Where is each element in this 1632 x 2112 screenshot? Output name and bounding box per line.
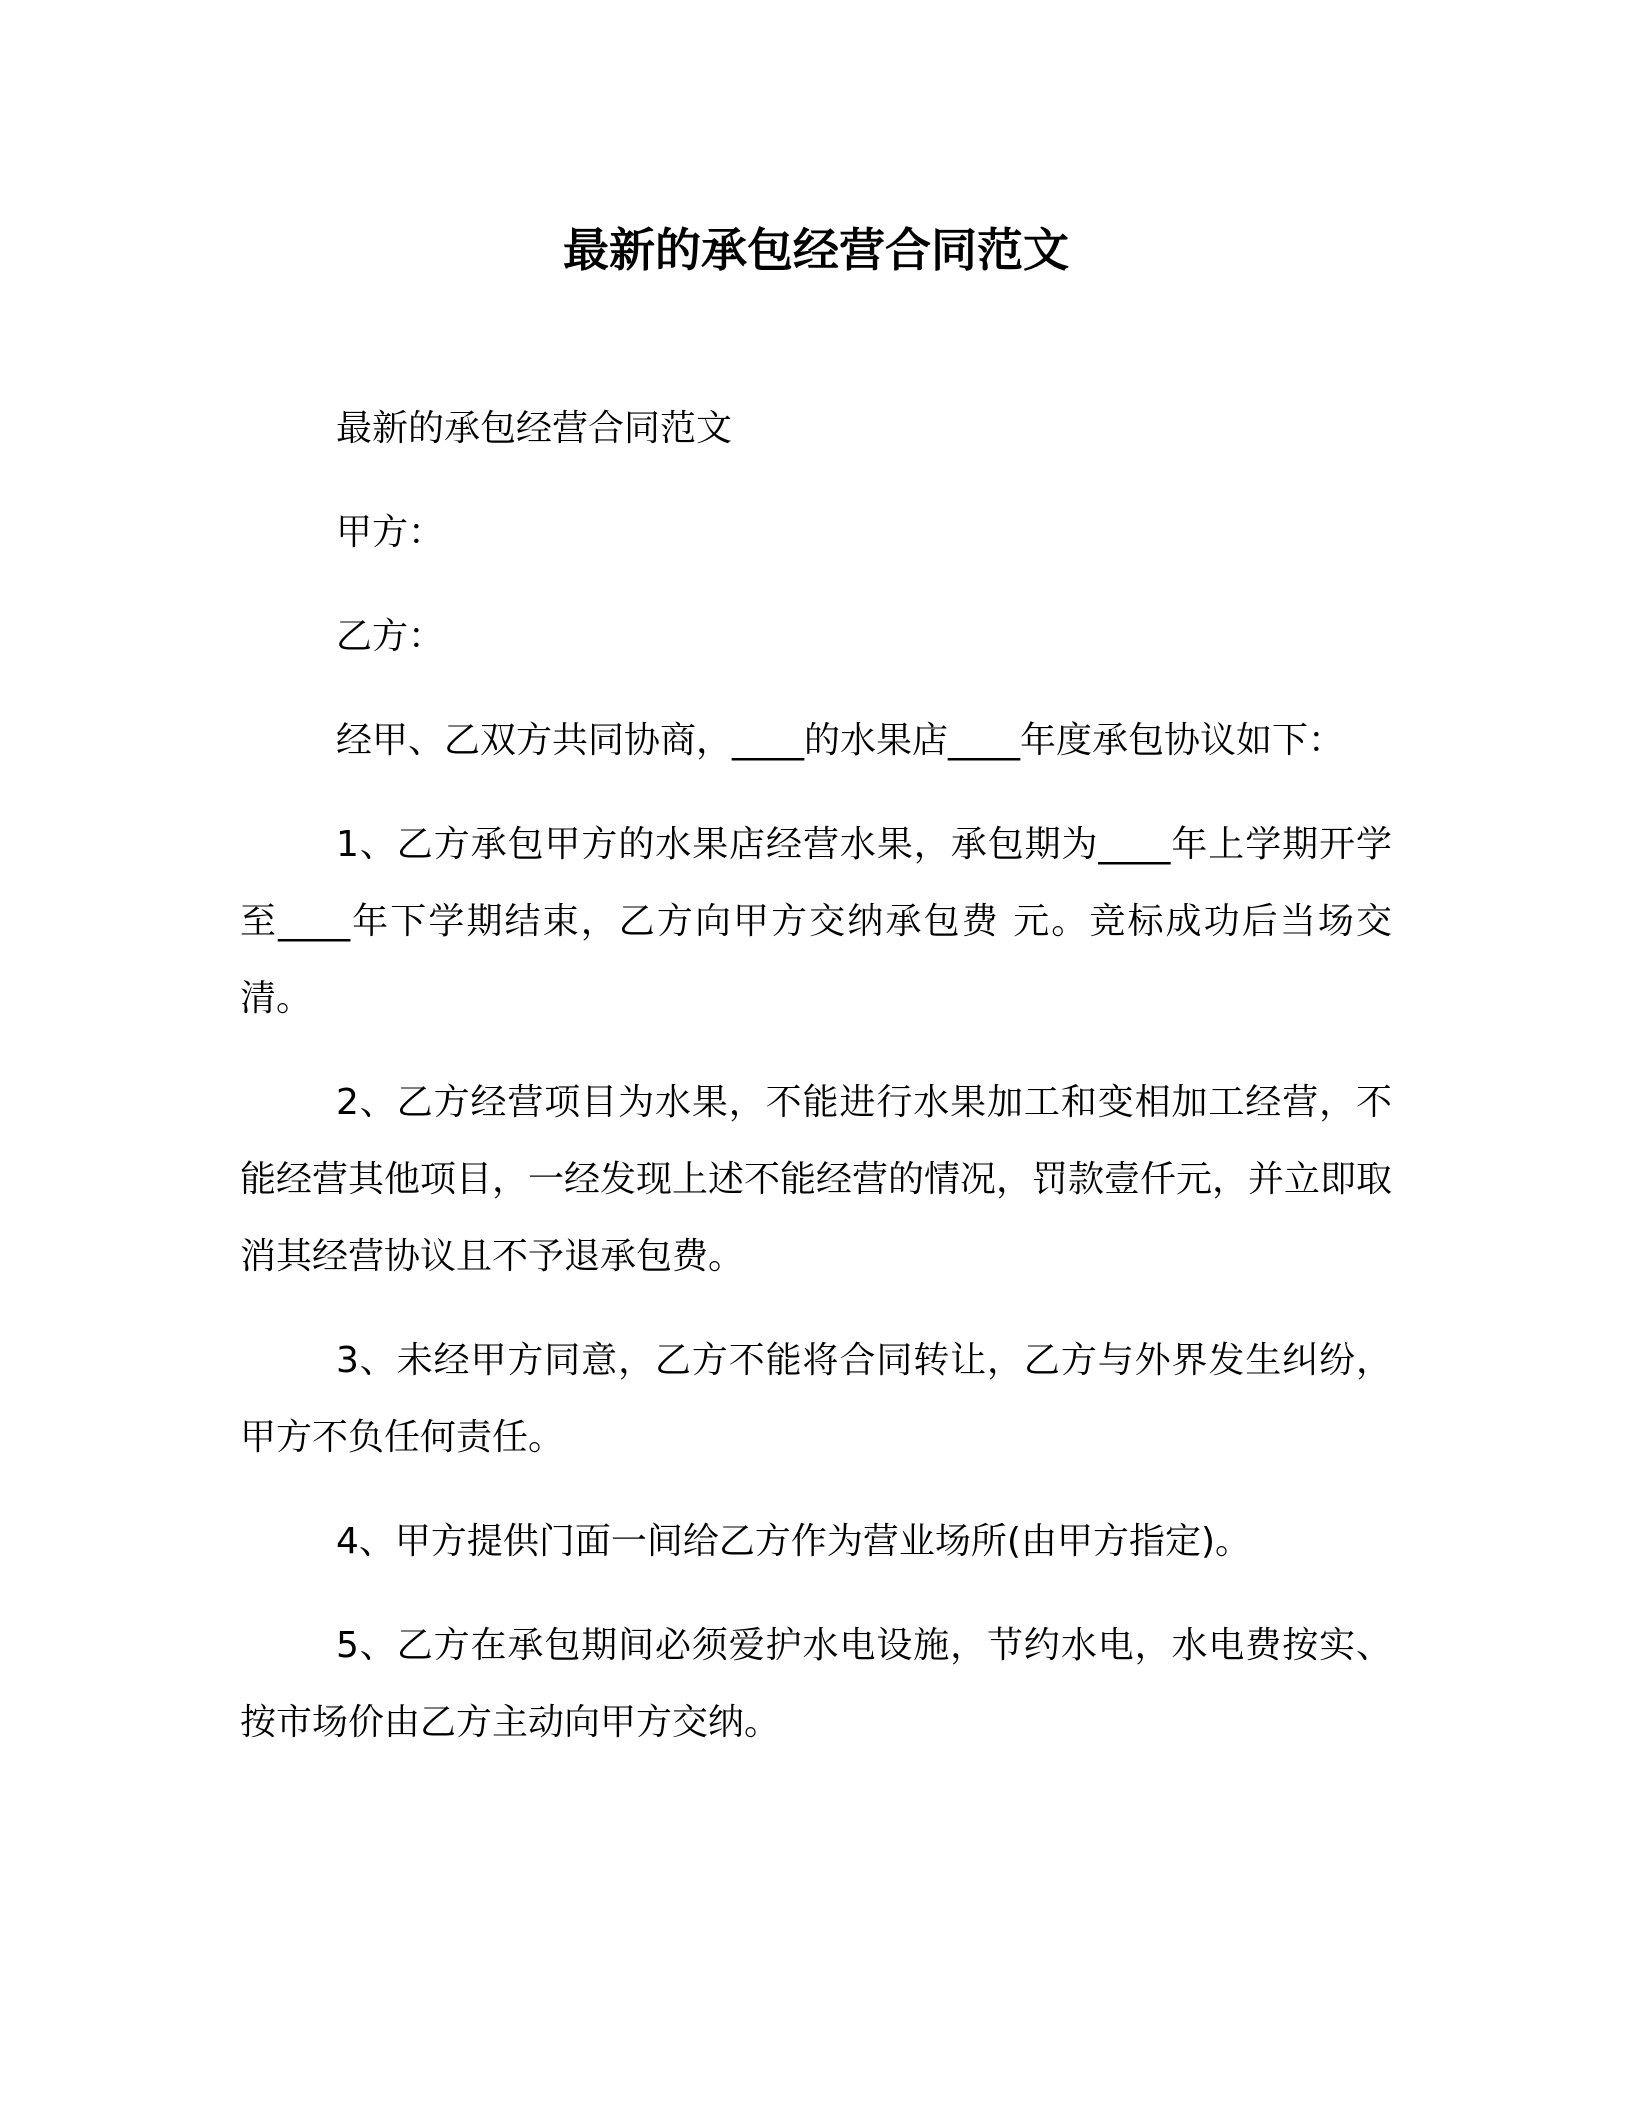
paragraph-party-a: 甲方： (336, 512, 445, 553)
paragraph-clause-3: 3、未经甲方同意，乙方不能将合同转让，乙方与外界发生纠纷，甲方不负任何责任。 (240, 1340, 1392, 1458)
paragraph-clause-2: 2、乙方经营项目为水果，不能进行水果加工和变相加工经营，不能经营其他项目，一经发现上述不能经营的情况，罚款壹仟元，并立即取消其经营协议且不予退承包费。 (240, 1082, 1393, 1277)
paragraph-party-b: 乙方： (336, 616, 445, 657)
paragraph-subtitle: 最新的承包经营合同范文 (336, 408, 733, 449)
paragraph-clause-5: 5、乙方在承包期间必须爱护水电设施，节约水电，水电费按实、按市场价由乙方主动向甲方交纳。 (240, 1625, 1392, 1743)
document-body (240, 390, 1392, 1788)
paragraph-preamble: 经甲、乙双方共同协商，____的水果店____年度承包协议如下： (336, 720, 1345, 761)
paragraph-clause-1: 1、乙方承包甲方的水果店经营水果，承包期为____年上学期开学至____年下学期结束，乙方向甲方交纳承包费 元。竞标成功后当场交清。 (240, 824, 1392, 1019)
document-title: 最新的承包经营合同范文 (563, 223, 1069, 277)
paragraph-clause-4: 4、甲方提供门面一间给乙方作为营业场所(由甲方指定)。 (336, 1521, 1251, 1562)
